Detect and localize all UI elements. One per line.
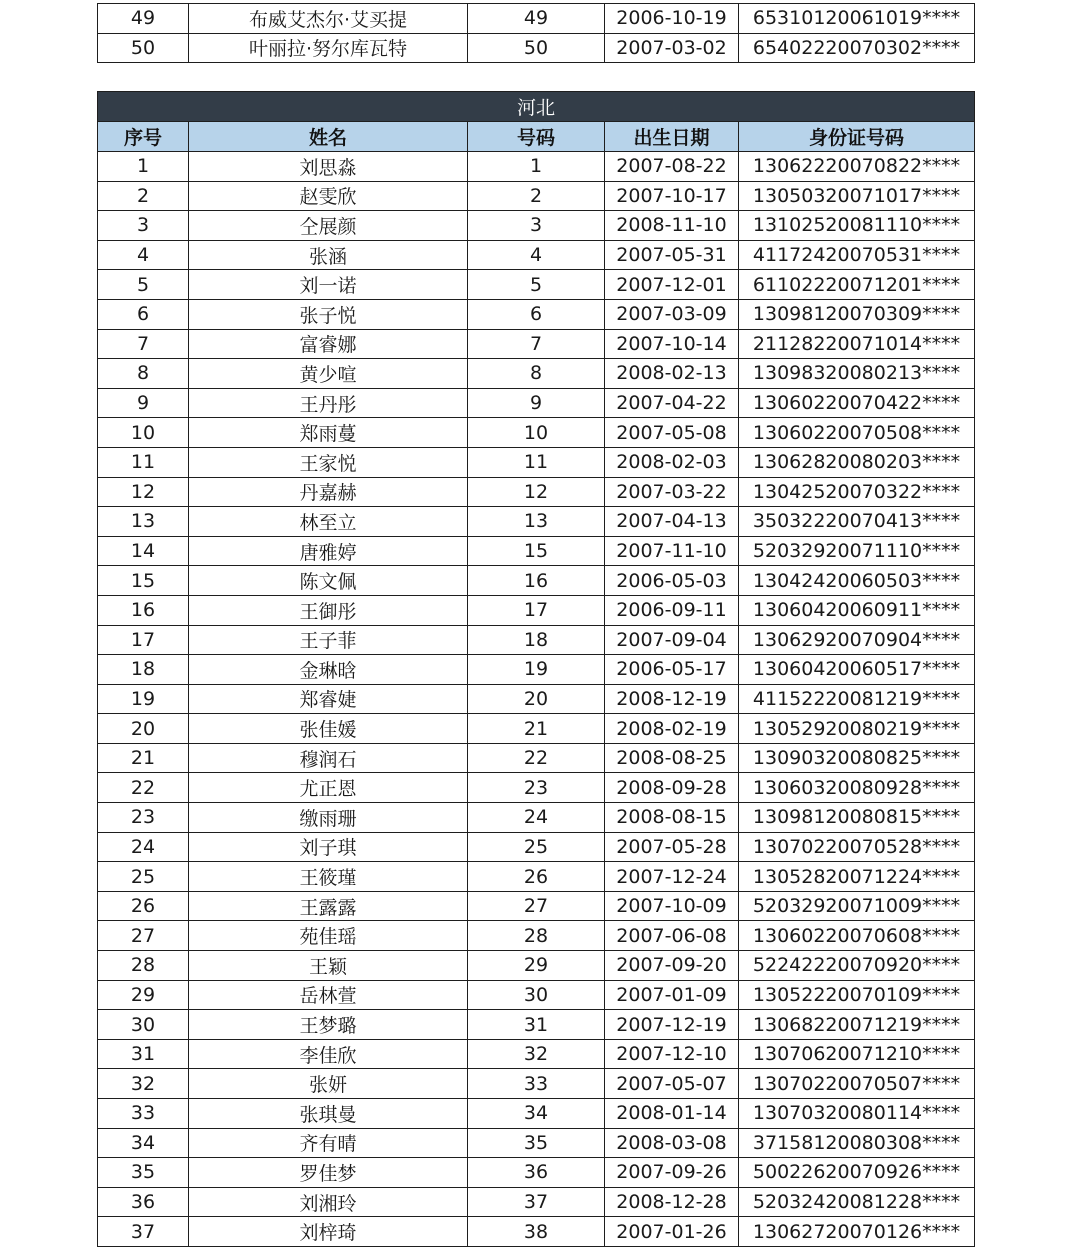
cell-number: 18 [468, 625, 605, 655]
cell-id-number: 13070620071210**** [739, 1039, 975, 1069]
cell-id-number: 13070220070528**** [739, 832, 975, 862]
cell-number: 21 [468, 714, 605, 744]
table-row [98, 477, 975, 507]
section-title: 河北 [98, 92, 975, 122]
cell-name: 王颖 [189, 951, 468, 981]
cell-birthdate: 2007-04-13 [605, 507, 739, 537]
table-row [98, 625, 975, 655]
cell-number: 33 [468, 1069, 605, 1099]
cell-birthdate: 2006-09-11 [605, 595, 739, 625]
cell-index: 31 [98, 1039, 189, 1069]
cell-index: 7 [98, 329, 189, 359]
cell-name: 张琪曼 [189, 1099, 468, 1129]
table-row [98, 1039, 975, 1069]
table-row [98, 803, 975, 833]
table-row [98, 891, 975, 921]
table-row [98, 329, 975, 359]
cell-index: 1 [98, 152, 189, 182]
cell-index: 33 [98, 1099, 189, 1129]
cell-index: 27 [98, 921, 189, 951]
cell-number: 28 [468, 921, 605, 951]
cell-name: 王丹彤 [189, 388, 468, 418]
cell-name: 赵雯欣 [189, 181, 468, 211]
cell-index: 2 [98, 181, 189, 211]
cell-birthdate: 2007-10-17 [605, 181, 739, 211]
cell-birthdate: 2007-05-08 [605, 418, 739, 448]
cell-id-number: 13062720070126**** [739, 1217, 975, 1247]
cell-birthdate: 2007-12-19 [605, 1010, 739, 1040]
cell-name: 张子悦 [189, 299, 468, 329]
cell-birthdate: 2007-03-02 [605, 33, 739, 63]
cell-number: 38 [468, 1217, 605, 1247]
cell-index: 19 [98, 684, 189, 714]
cell-index: 49 [98, 4, 189, 34]
cell-index: 22 [98, 773, 189, 803]
cell-id-number: 52032920071110**** [739, 536, 975, 566]
table-row [98, 240, 975, 270]
cell-birthdate: 2007-01-09 [605, 980, 739, 1010]
cell-birthdate: 2007-11-10 [605, 536, 739, 566]
table-row [98, 743, 975, 773]
cell-id-number: 13060420060911**** [739, 595, 975, 625]
cell-id-number: 13070320080114**** [739, 1099, 975, 1129]
table-row [98, 447, 975, 477]
table-row [98, 536, 975, 566]
cell-id-number: 41172420070531**** [739, 240, 975, 270]
table-row [98, 595, 975, 625]
table-row [98, 714, 975, 744]
cell-number: 6 [468, 299, 605, 329]
cell-birthdate: 2008-03-08 [605, 1128, 739, 1158]
previous-section-table [97, 3, 975, 63]
cell-name: 郑雨蔓 [189, 418, 468, 448]
cell-birthdate: 2007-12-01 [605, 270, 739, 300]
table-row [98, 211, 975, 241]
cell-id-number: 13062920070904**** [739, 625, 975, 655]
cell-index: 8 [98, 359, 189, 389]
cell-number: 29 [468, 951, 605, 981]
cell-name: 罗佳梦 [189, 1158, 468, 1188]
cell-number: 20 [468, 684, 605, 714]
cell-name: 穆润石 [189, 743, 468, 773]
cell-name: 丹嘉赫 [189, 477, 468, 507]
table-row [98, 655, 975, 685]
cell-name: 张佳媛 [189, 714, 468, 744]
cell-birthdate: 2006-05-03 [605, 566, 739, 596]
cell-number: 22 [468, 743, 605, 773]
cell-index: 4 [98, 240, 189, 270]
cell-number: 12 [468, 477, 605, 507]
cell-id-number: 13098120080815**** [739, 803, 975, 833]
table-row [98, 270, 975, 300]
table-row [98, 1158, 975, 1188]
cell-id-number: 13102520081110**** [739, 211, 975, 241]
cell-index: 35 [98, 1158, 189, 1188]
table-row [98, 951, 975, 981]
table-row [98, 152, 975, 182]
cell-birthdate: 2007-10-14 [605, 329, 739, 359]
cell-name: 唐雅婷 [189, 536, 468, 566]
cell-name: 刘思淼 [189, 152, 468, 182]
cell-number: 2 [468, 181, 605, 211]
table-row [98, 566, 975, 596]
cell-number: 27 [468, 891, 605, 921]
cell-index: 26 [98, 891, 189, 921]
table-row [98, 862, 975, 892]
cell-number: 9 [468, 388, 605, 418]
cell-number: 11 [468, 447, 605, 477]
cell-birthdate: 2007-09-26 [605, 1158, 739, 1188]
cell-index: 9 [98, 388, 189, 418]
cell-number: 3 [468, 211, 605, 241]
cell-birthdate: 2007-05-07 [605, 1069, 739, 1099]
cell-number: 19 [468, 655, 605, 685]
cell-birthdate: 2007-09-20 [605, 951, 739, 981]
cell-name: 郑睿婕 [189, 684, 468, 714]
cell-name: 张妍 [189, 1069, 468, 1099]
cell-birthdate: 2006-05-17 [605, 655, 739, 685]
cell-id-number: 52032420081228**** [739, 1187, 975, 1217]
cell-name: 尤正恩 [189, 773, 468, 803]
cell-birthdate: 2008-01-14 [605, 1099, 739, 1129]
cell-name: 金琳晗 [189, 655, 468, 685]
cell-name: 陈文佩 [189, 566, 468, 596]
cell-index: 18 [98, 655, 189, 685]
column-header-row [98, 122, 975, 152]
table-row [98, 921, 975, 951]
table-row [98, 4, 975, 34]
cell-index: 16 [98, 595, 189, 625]
cell-name: 苑佳瑶 [189, 921, 468, 951]
cell-id-number: 13090320080825**** [739, 743, 975, 773]
cell-number: 23 [468, 773, 605, 803]
cell-name: 刘子琪 [189, 832, 468, 862]
cell-number: 50 [468, 33, 605, 63]
cell-number: 30 [468, 980, 605, 1010]
cell-birthdate: 2007-12-10 [605, 1039, 739, 1069]
cell-name: 王御彤 [189, 595, 468, 625]
cell-name: 岳林萱 [189, 980, 468, 1010]
cell-index: 37 [98, 1217, 189, 1247]
cell-number: 34 [468, 1099, 605, 1129]
cell-number: 1 [468, 152, 605, 182]
table-row [98, 832, 975, 862]
cell-id-number: 13068220071219**** [739, 1010, 975, 1040]
cell-index: 12 [98, 477, 189, 507]
cell-birthdate: 2007-01-26 [605, 1217, 739, 1247]
table-row [98, 1099, 975, 1129]
cell-number: 17 [468, 595, 605, 625]
cell-index: 13 [98, 507, 189, 537]
table-row [98, 773, 975, 803]
cell-id-number: 13052820071224**** [739, 862, 975, 892]
cell-index: 34 [98, 1128, 189, 1158]
cell-index: 32 [98, 1069, 189, 1099]
cell-name: 布威艾杰尔·艾买提 [189, 4, 468, 34]
cell-number: 16 [468, 566, 605, 596]
cell-name: 王子菲 [189, 625, 468, 655]
cell-birthdate: 2008-08-25 [605, 743, 739, 773]
cell-id-number: 13060320080928**** [739, 773, 975, 803]
cell-id-number: 65402220070302**** [739, 33, 975, 63]
header-name: 姓名 [189, 122, 468, 152]
cell-birthdate: 2007-05-28 [605, 832, 739, 862]
cell-number: 35 [468, 1128, 605, 1158]
cell-birthdate: 2007-08-22 [605, 152, 739, 182]
cell-number: 10 [468, 418, 605, 448]
cell-id-number: 13052220070109**** [739, 980, 975, 1010]
cell-number: 8 [468, 359, 605, 389]
cell-name: 富睿娜 [189, 329, 468, 359]
table-row [98, 1187, 975, 1217]
cell-index: 14 [98, 536, 189, 566]
cell-name: 刘梓琦 [189, 1217, 468, 1247]
cell-number: 37 [468, 1187, 605, 1217]
table-row [98, 980, 975, 1010]
cell-birthdate: 2008-02-03 [605, 447, 739, 477]
cell-birthdate: 2006-10-19 [605, 4, 739, 34]
cell-birthdate: 2008-02-13 [605, 359, 739, 389]
cell-index: 21 [98, 743, 189, 773]
cell-name: 林至立 [189, 507, 468, 537]
cell-index: 6 [98, 299, 189, 329]
cell-name: 李佳欣 [189, 1039, 468, 1069]
cell-birthdate: 2007-12-24 [605, 862, 739, 892]
cell-index: 36 [98, 1187, 189, 1217]
cell-name: 王家悦 [189, 447, 468, 477]
cell-index: 29 [98, 980, 189, 1010]
cell-birthdate: 2008-12-19 [605, 684, 739, 714]
table-row [98, 359, 975, 389]
cell-birthdate: 2007-10-09 [605, 891, 739, 921]
cell-birthdate: 2008-08-15 [605, 803, 739, 833]
cell-id-number: 13052920080219**** [739, 714, 975, 744]
cell-id-number: 61102220071201**** [739, 270, 975, 300]
cell-index: 23 [98, 803, 189, 833]
cell-number: 25 [468, 832, 605, 862]
cell-index: 10 [98, 418, 189, 448]
cell-name: 王梦璐 [189, 1010, 468, 1040]
header-number: 号码 [468, 122, 605, 152]
cell-number: 26 [468, 862, 605, 892]
cell-index: 25 [98, 862, 189, 892]
cell-index: 30 [98, 1010, 189, 1040]
cell-number: 4 [468, 240, 605, 270]
cell-id-number: 13060420060517**** [739, 655, 975, 685]
cell-id-number: 21128220071014**** [739, 329, 975, 359]
table-row [98, 1069, 975, 1099]
cell-id-number: 13062220070822**** [739, 152, 975, 182]
hebei-roster-body [98, 152, 975, 1247]
table-row [98, 418, 975, 448]
cell-id-number: 13098320080213**** [739, 359, 975, 389]
cell-id-number: 13050320071017**** [739, 181, 975, 211]
cell-index: 50 [98, 33, 189, 63]
cell-id-number: 13042420060503**** [739, 566, 975, 596]
cell-index: 5 [98, 270, 189, 300]
cell-id-number: 13062820080203**** [739, 447, 975, 477]
header-birthdate: 出生日期 [605, 122, 739, 152]
cell-number: 49 [468, 4, 605, 34]
cell-id-number: 13060220070508**** [739, 418, 975, 448]
table-row [98, 507, 975, 537]
cell-name: 仝展颜 [189, 211, 468, 241]
section-title-row [98, 92, 975, 122]
cell-name: 王露露 [189, 891, 468, 921]
cell-index: 24 [98, 832, 189, 862]
table-row [98, 181, 975, 211]
cell-id-number: 13070220070507**** [739, 1069, 975, 1099]
cell-index: 20 [98, 714, 189, 744]
cell-id-number: 13060220070422**** [739, 388, 975, 418]
previous-section-body [98, 4, 975, 63]
cell-id-number: 37158120080308**** [739, 1128, 975, 1158]
cell-number: 13 [468, 507, 605, 537]
cell-index: 15 [98, 566, 189, 596]
cell-number: 15 [468, 536, 605, 566]
cell-birthdate: 2008-09-28 [605, 773, 739, 803]
cell-name: 张涵 [189, 240, 468, 270]
cell-birthdate: 2007-09-04 [605, 625, 739, 655]
table-row [98, 1217, 975, 1247]
cell-number: 7 [468, 329, 605, 359]
cell-number: 32 [468, 1039, 605, 1069]
cell-birthdate: 2007-03-22 [605, 477, 739, 507]
cell-birthdate: 2008-02-19 [605, 714, 739, 744]
cell-index: 3 [98, 211, 189, 241]
table-row [98, 1128, 975, 1158]
hebei-roster-table [97, 91, 975, 1247]
cell-name: 王筱瑾 [189, 862, 468, 892]
cell-name: 黄少喧 [189, 359, 468, 389]
cell-index: 17 [98, 625, 189, 655]
cell-index: 11 [98, 447, 189, 477]
cell-index: 28 [98, 951, 189, 981]
cell-id-number: 13060220070608**** [739, 921, 975, 951]
cell-id-number: 50022620070926**** [739, 1158, 975, 1188]
cell-number: 31 [468, 1010, 605, 1040]
cell-id-number: 13098120070309**** [739, 299, 975, 329]
cell-birthdate: 2007-04-22 [605, 388, 739, 418]
header-index: 序号 [98, 122, 189, 152]
cell-number: 24 [468, 803, 605, 833]
cell-number: 36 [468, 1158, 605, 1188]
table-row [98, 33, 975, 63]
cell-name: 缴雨珊 [189, 803, 468, 833]
cell-id-number: 65310120061019**** [739, 4, 975, 34]
cell-name: 刘湘玲 [189, 1187, 468, 1217]
cell-id-number: 52242220070920**** [739, 951, 975, 981]
table-row [98, 388, 975, 418]
cell-name: 刘一诺 [189, 270, 468, 300]
cell-birthdate: 2007-05-31 [605, 240, 739, 270]
cell-birthdate: 2007-03-09 [605, 299, 739, 329]
header-id-number: 身份证号码 [739, 122, 975, 152]
table-row [98, 684, 975, 714]
cell-name: 叶丽拉·努尔库瓦特 [189, 33, 468, 63]
table-row [98, 299, 975, 329]
cell-number: 5 [468, 270, 605, 300]
cell-id-number: 35032220070413**** [739, 507, 975, 537]
cell-name: 齐有晴 [189, 1128, 468, 1158]
table-row [98, 1010, 975, 1040]
cell-id-number: 13042520070322**** [739, 477, 975, 507]
cell-birthdate: 2008-11-10 [605, 211, 739, 241]
cell-id-number: 41152220081219**** [739, 684, 975, 714]
cell-birthdate: 2007-06-08 [605, 921, 739, 951]
cell-birthdate: 2008-12-28 [605, 1187, 739, 1217]
cell-id-number: 52032920071009**** [739, 891, 975, 921]
